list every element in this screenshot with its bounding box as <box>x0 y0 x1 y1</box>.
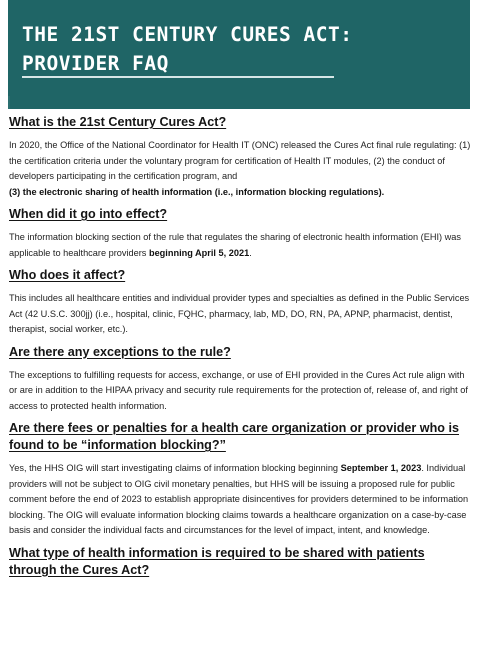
page-title <box>22 20 452 78</box>
title-line-1: THE 21ST CENTURY CURES ACT: <box>22 23 353 46</box>
faq-answer-2 <box>9 230 473 261</box>
faq-question-2: When did it go into effect? <box>9 207 168 221</box>
title-underline <box>22 76 334 78</box>
banner-edge-mark <box>8 96 10 109</box>
faq-question-4: Are there any exceptions to the rule? <box>9 344 231 359</box>
faq-question-5: Are there fees or penalties for a health care organization or provider who is found to be “information blocking?” <box>9 421 459 452</box>
faq-answer-5-rest: . Individual providers will not be subject to OIG civil monetary penalties, but HHS will be issuing a proposed rule for public comment before the end of 2023 to establish appropriate disincentives for providers determined to be information blocking. The OIG will evaluate information blocking claims towards a healthcare organization on a case-by-case basis and consider the individual facts and circumstances for the level of impact, intent, and knowledge. <box>9 463 469 535</box>
faq-answer-2-end: . <box>249 247 252 258</box>
header-banner <box>8 0 470 109</box>
faq-answer-5 <box>9 461 473 539</box>
faq-list <box>9 114 473 579</box>
title-line-2: PROVIDER FAQ <box>22 52 169 75</box>
faq-answer-1-text: In 2020, the Office of the National Coordinator for Health IT (ONC) released the Cures Act final rule regulating: (1) the certification criteria under the voluntary program for certification of Health IT modules, (2) the conduct of developers participating in the certification program, and <box>9 140 471 181</box>
faq-question-6: What type of health information is required to be shared with patients through the Cures Act? <box>9 545 425 577</box>
faq-question-1: What is the 21st Century Cures Act? <box>9 115 227 129</box>
faq-answer-2-text: The information blocking section of the rule that regulates the sharing of electronic health information (EHI) was applicable to healthcare providers <box>9 232 461 258</box>
faq-answer-4: The exceptions to fulfilling requests for access, exchange, or use of EHI provided in the Cures Act rule align with or are in addition to the HIPAA privacy and security rule requirements for the protection of, release of, and right of access to protected health information. <box>9 369 468 411</box>
faq-answer-1 <box>9 138 473 200</box>
faq-question-3: Who does it affect? <box>9 268 126 282</box>
faq-answer-1-bold: (3) the electronic sharing of health information (i.e., information blocking regulations). <box>9 186 385 197</box>
faq-answer-3: This includes all healthcare entities and individual provider types and specialties as defined in the Public Services Act (42 U.S.C. 300jj) (i.e., hospital, clinic, FQHC, pharmacy, lab, MD, DO, RN, PA, APNP, pharmacist, dentist, therapist, social worker, etc.). <box>9 293 470 334</box>
faq-answer-5-start: Yes, the HHS OIG will start investigating claims of information blocking beginning <box>9 463 339 473</box>
faq-answer-2-bold: beginning April 5, 2021 <box>148 247 250 258</box>
faq-answer-5-bold: September 1, 2023 <box>340 463 422 473</box>
